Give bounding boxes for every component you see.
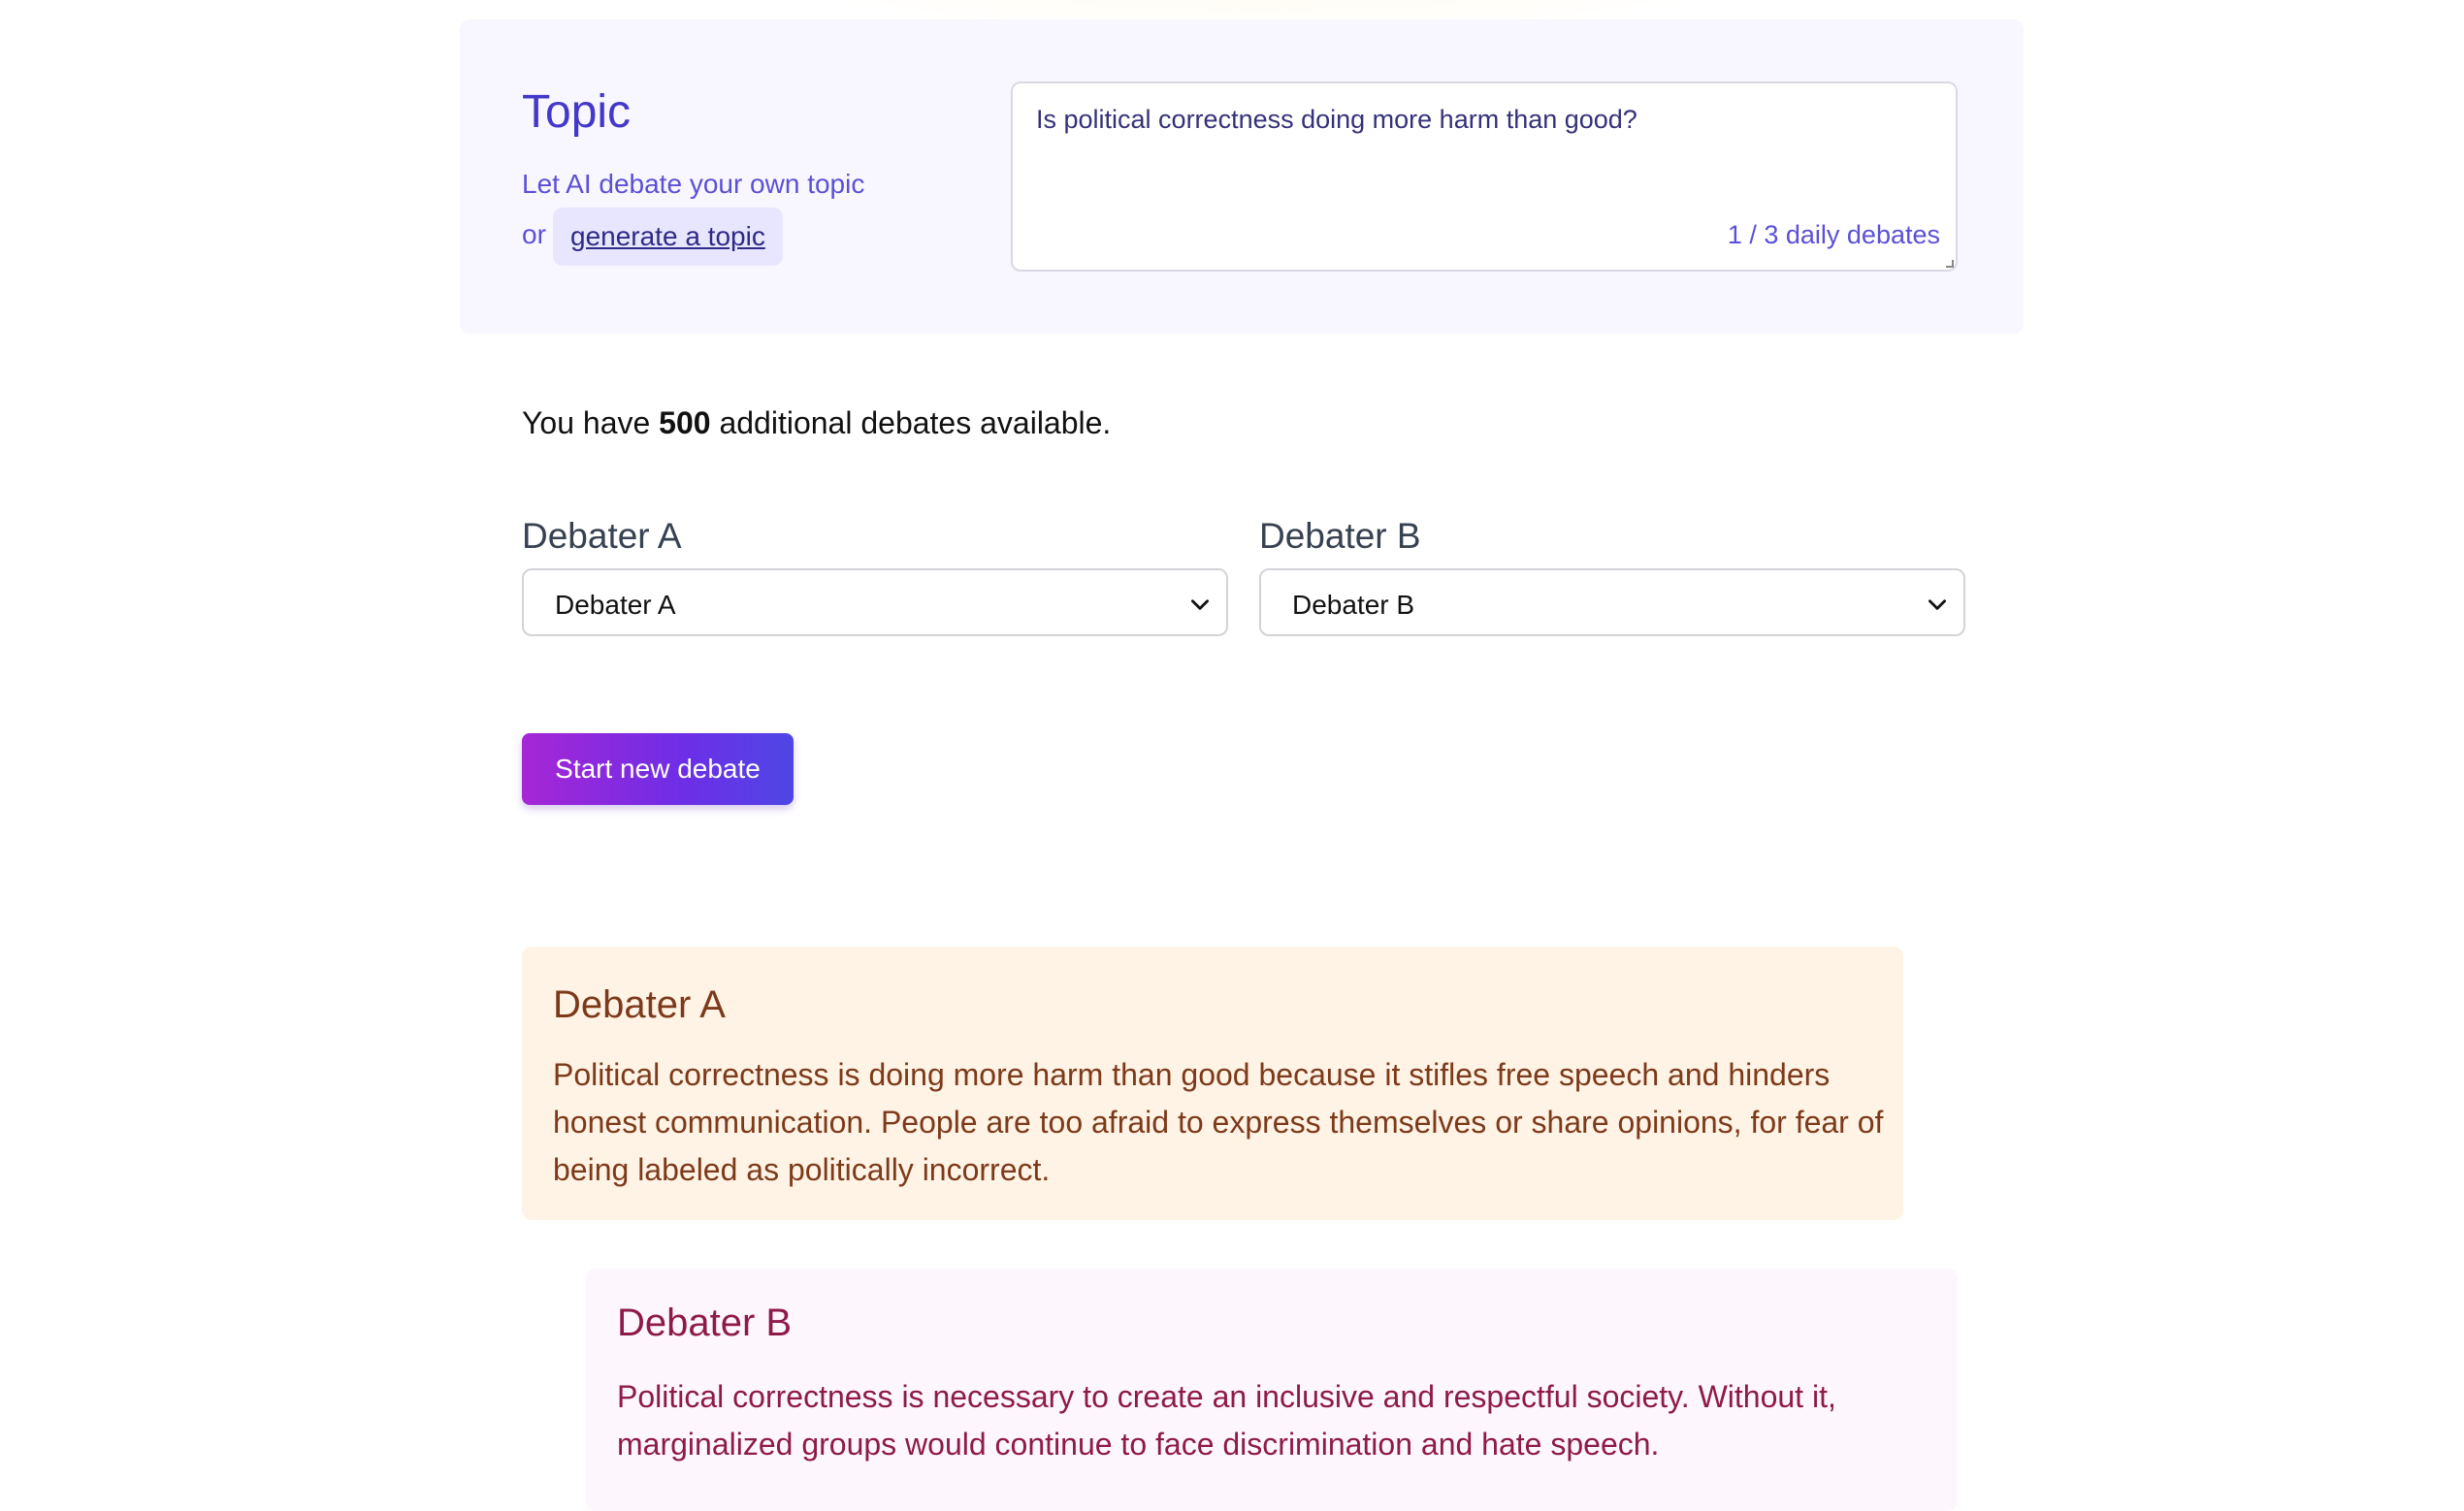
chevron-down-icon (1187, 592, 1213, 617)
message-speaker: Debater A (553, 983, 726, 1026)
generate-topic-button[interactable]: generate a topic (553, 208, 783, 266)
topic-input-value: Is political correctness doing more harm than good? (1036, 105, 1637, 134)
available-debates-text (522, 405, 1111, 441)
debater-a-label: Debater A (522, 516, 682, 556)
message-text: Political correctness is necessary to create an inclusive and respectful society. Without it, marginalized groups would continue to face discrimination and hate speech. (617, 1379, 1836, 1462)
message-speaker: Debater B (617, 1302, 793, 1344)
topic-or-text: or (522, 219, 546, 249)
debater-a-select[interactable] (522, 568, 1228, 636)
debate-message-debater-a (522, 947, 1903, 1220)
topic-card (460, 19, 2024, 334)
message-text: Political correctness is doing more harm than good because it stifles free speech and hinders honest communication. People are too afraid to express themselves or share opinions, for fear of being labeled as politically incorrect. (553, 1057, 1884, 1187)
debater-a-selected: Debater A (555, 590, 676, 620)
available-count: 500 (659, 405, 711, 440)
debate-message-debater-b (586, 1269, 1958, 1511)
debater-b-selected: Debater B (1292, 590, 1415, 620)
chevron-down-icon (1925, 592, 1950, 617)
resize-handle[interactable] (1946, 260, 1954, 268)
available-prefix: You have (522, 405, 651, 440)
debater-b-label: Debater B (1259, 516, 1421, 556)
debater-b-select[interactable] (1259, 568, 1965, 636)
topic-input[interactable] (1011, 81, 1958, 272)
topic-subtitle: Let AI debate your own topic (522, 169, 865, 199)
daily-debates-counter: 1 / 3 daily debates (1727, 220, 1940, 249)
available-suffix: additional debates available. (719, 405, 1112, 440)
topic-title: Topic (522, 86, 632, 138)
start-new-debate-button[interactable]: Start new debate (522, 733, 794, 805)
